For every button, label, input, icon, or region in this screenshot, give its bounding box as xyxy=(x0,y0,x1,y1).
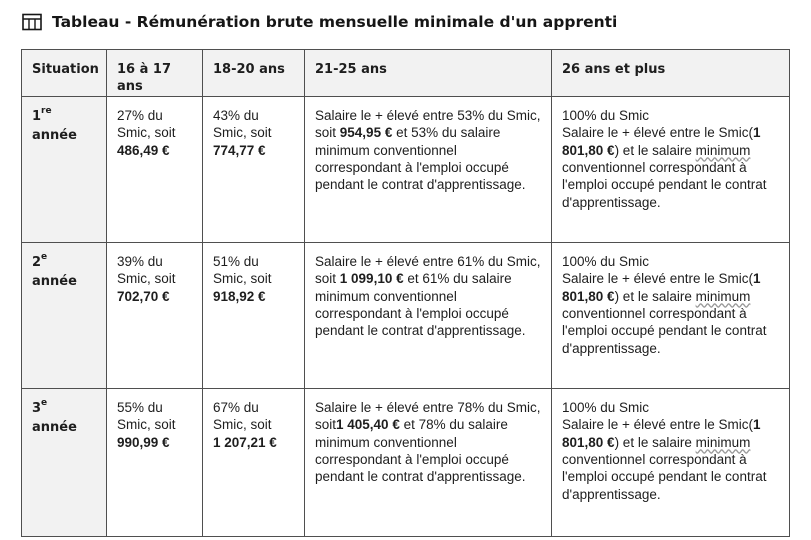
cell-16-17: 39% du Smic, soit 702,70 € xyxy=(107,242,203,388)
row-label-year-2: 2e année xyxy=(22,242,107,388)
cell-26-plus: 100% du Smic Salaire le + élevé entre le Smic(1 801,80 €) et le salaire minimum conventionnel correspondant à l'emploi occupé pendant le contrat d'apprentissage. xyxy=(552,242,790,388)
table-caption xyxy=(22,10,617,34)
cell-26-plus: 100% du Smic Salaire le + élevé entre le Smic(1 801,80 €) et le salaire minimum conventionnel correspondant à l'emploi occupé pendant le contrat d'apprentissage. xyxy=(552,388,790,536)
cell-18-20: 67% du Smic, soit 1 207,21 € xyxy=(203,388,305,536)
row-label-year-3: 3e année xyxy=(22,388,107,536)
table-title: Tableau - Rémunération brute mensuelle minimale d'un apprenti xyxy=(52,13,618,31)
header-26-plus: 26 ans et plus xyxy=(552,50,790,97)
header-16-17: 16 à 17 ans xyxy=(107,50,203,97)
header-row xyxy=(22,50,790,97)
table-icon xyxy=(22,13,42,31)
remuneration-table xyxy=(21,49,790,537)
table-row xyxy=(22,96,790,242)
cell-18-20: 51% du Smic, soit 918,92 € xyxy=(203,242,305,388)
header-18-20: 18-20 ans xyxy=(203,50,305,97)
cell-26-plus: 100% du Smic Salaire le + élevé entre le Smic(1 801,80 €) et le salaire minimum conventionnel correspondant à l'emploi occupé pendant le contrat d'apprentissage. xyxy=(552,96,790,242)
table-row xyxy=(22,388,790,536)
cell-21-25: Salaire le + élevé entre 61% du Smic, soit 1 099,10 € et 61% du salaire minimum conventionnel correspondant à l'emploi occupé pendant le contrat d'apprentissage. xyxy=(305,242,552,388)
cell-21-25: Salaire le + élevé entre 78% du Smic, soit1 405,40 € et 78% du salaire minimum conventionnel correspondant à l'emploi occupé pendant le contrat d'apprentissage. xyxy=(305,388,552,536)
cell-18-20: 43% du Smic, soit 774,77 € xyxy=(203,96,305,242)
row-label-year-1: 1re année xyxy=(22,96,107,242)
cell-16-17: 55% du Smic, soit 990,99 € xyxy=(107,388,203,536)
header-21-25: 21-25 ans xyxy=(305,50,552,97)
table-row xyxy=(22,242,790,388)
header-situation: Situation xyxy=(22,50,107,97)
cell-16-17: 27% du Smic, soit 486,49 € xyxy=(107,96,203,242)
cell-21-25: Salaire le + élevé entre 53% du Smic, soit 954,95 € et 53% du salaire minimum conventionnel correspondant à l'emploi occupé pendant le contrat d'apprentissage. xyxy=(305,96,552,242)
